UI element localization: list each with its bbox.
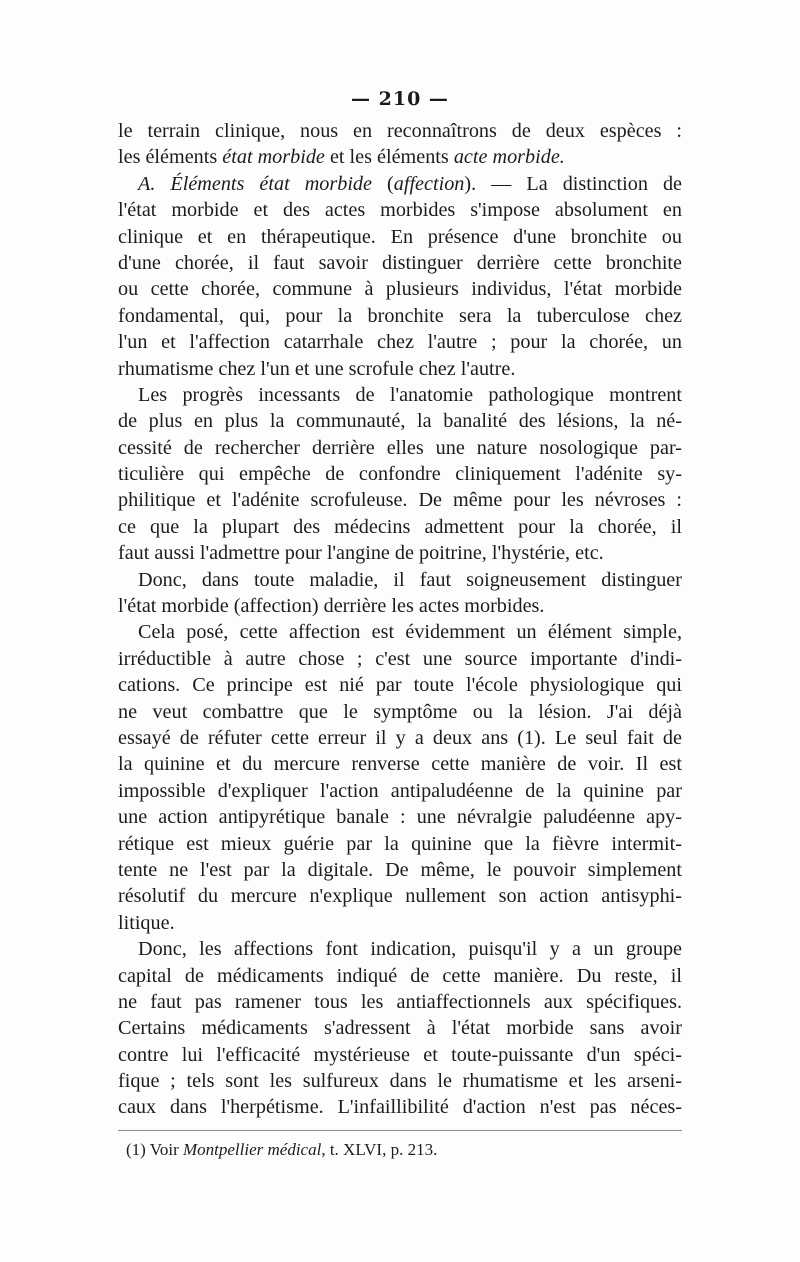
text-line	[118, 171, 682, 197]
text-line	[118, 1015, 682, 1041]
footnote-prefix: (1) Voir	[126, 1140, 183, 1159]
text-segment: la quinine et du mercure renverse cette manière de voir. Il est	[118, 753, 682, 776]
text-line	[118, 514, 682, 540]
text-segment: capital de médicaments indiqué de cette manière. Du reste, il	[118, 964, 682, 987]
text-line	[118, 303, 682, 329]
text-segment: résolutif du mercure n'explique nullement son action antisyphi-	[118, 885, 682, 908]
text-line	[118, 408, 682, 434]
text-line	[118, 910, 682, 936]
text-segment: d'une chorée, il faut savoir distinguer derrière cette bronchite	[118, 251, 682, 274]
text-segment: tente ne l'est par la digitale. De même, le pouvoir simplement	[118, 858, 682, 881]
text-segment: faut aussi l'admettre pour l'angine de poitrine, l'hystérie, etc.	[118, 542, 604, 565]
text-segment: fique ; tels sont les sulfureux dans le rhumatisme et les arseni-	[118, 1070, 682, 1093]
text-line	[118, 831, 682, 857]
text-line	[118, 540, 682, 566]
text-segment: ne veut combattre que le symptôme ou la lésion. J'ai déjà	[118, 700, 682, 723]
text-segment: une action antipyrétique banale : une névralgie paludéenne apy-	[118, 806, 682, 829]
text-segment: l'état morbide (affection) derrière les actes morbides.	[118, 595, 545, 618]
text-line	[118, 567, 682, 593]
text-line	[118, 751, 682, 777]
page-number: — 210 —	[351, 88, 449, 110]
text-line	[118, 804, 682, 830]
text-line	[118, 1094, 682, 1120]
text-line	[118, 672, 682, 698]
text-segment: ou cette chorée, commune à plusieurs individus, l'état morbide	[118, 278, 682, 301]
text-line	[118, 435, 682, 461]
text-line	[118, 382, 682, 408]
text-line	[118, 329, 682, 355]
text-segment: ce que la plupart des médecins admettent pour la chorée, il	[118, 515, 682, 538]
text-segment: Donc, dans toute maladie, il faut soigneusement distinguer	[138, 568, 682, 591]
text-line	[118, 963, 682, 989]
text-segment: de plus en plus la communauté, la banalité des lésions, la né-	[118, 410, 682, 433]
text-line	[118, 487, 682, 513]
text-line	[118, 224, 682, 250]
text-segment: rétique est mieux guérie par la quinine que la fièvre intermit-	[118, 832, 682, 855]
text-segment: fondamental, qui, pour la bronchite sera la tuberculose chez	[118, 304, 682, 327]
text-segment: l'état morbide et des actes morbides s'impose absolument en	[118, 199, 682, 222]
text-segment: cessité de rechercher derrière elles une nature nosologique par-	[118, 436, 682, 459]
text-segment: Cela posé, cette affection est évidemment un élément simple,	[138, 621, 682, 644]
text-segment: philitique et l'adénite scrofuleuse. De même pour les névroses :	[118, 489, 682, 512]
text-line	[118, 461, 682, 487]
text-line	[118, 989, 682, 1015]
text-line	[118, 144, 682, 170]
text-line	[118, 356, 682, 382]
footnote-journal: Montpellier médical	[183, 1140, 322, 1159]
text-segment: et les éléments	[324, 146, 454, 169]
text-line	[118, 118, 682, 144]
text-line	[118, 1042, 682, 1068]
text-line	[118, 1068, 682, 1094]
italic-text: A. Éléments état morbide	[138, 172, 372, 195]
text-segment: essayé de réfuter cette erreur il y a deux ans (1). Le seul fait de	[118, 726, 682, 749]
text-segment: impossible d'expliquer l'action antipaludéenne de la quinine par	[118, 779, 682, 802]
text-line	[118, 619, 682, 645]
text-segment: l'un et l'affection catarrhale chez l'autre ; pour la chorée, un	[118, 331, 682, 354]
text-line	[118, 857, 682, 883]
text-line	[118, 197, 682, 223]
footnote-separator	[118, 1130, 682, 1131]
text-line	[118, 778, 682, 804]
text-segment: Donc, les affections font indication, puisqu'il y a un groupe	[138, 938, 682, 961]
text-segment: litique.	[118, 911, 175, 934]
text-segment: ). — La distinction de	[464, 172, 682, 195]
text-segment: caux dans l'herpétisme. L'infaillibilité d'action n'est pas néces-	[118, 1096, 682, 1119]
text-segment: ticulière qui empêche de confondre cliniquement l'adénite sy-	[118, 463, 682, 486]
footnote	[126, 1140, 437, 1160]
text-line	[118, 883, 682, 909]
text-line	[118, 250, 682, 276]
text-segment: Les progrès incessants de l'anatomie pathologique montrent	[138, 383, 682, 406]
body-text	[118, 118, 682, 1121]
italic-text: acte morbide.	[453, 146, 565, 169]
text-line	[118, 699, 682, 725]
text-line	[118, 725, 682, 751]
text-segment: (	[372, 172, 394, 195]
footnote-suffix: , t. XLVI, p. 213.	[321, 1140, 438, 1159]
text-segment: cations. Ce principe est nié par toute l'école physiologique qui	[118, 674, 682, 697]
text-segment: le terrain clinique, nous en reconnaîtrons de deux espèces :	[118, 120, 682, 142]
italic-text: état morbide	[222, 146, 325, 169]
text-line	[118, 276, 682, 302]
text-line	[118, 593, 682, 619]
text-segment: rhumatisme chez l'un et une scrofule chez l'autre.	[118, 357, 516, 380]
italic-text: affection	[393, 172, 465, 195]
text-segment: clinique et en thérapeutique. En présence d'une bronchite ou	[118, 225, 682, 248]
text-segment: Certains médicaments s'adressent à l'état morbide sans avoir	[118, 1017, 682, 1040]
text-segment: irréductible à autre chose ; c'est une source importante d'indi-	[118, 647, 682, 670]
text-segment: ne faut pas ramener tous les antiaffectionnels aux spécifiques.	[118, 990, 682, 1013]
text-line	[118, 936, 682, 962]
text-segment: contre lui l'efficacité mystérieuse et toute-puissante d'un spéci-	[118, 1043, 682, 1066]
text-line	[118, 646, 682, 672]
text-segment: les éléments	[118, 146, 223, 169]
